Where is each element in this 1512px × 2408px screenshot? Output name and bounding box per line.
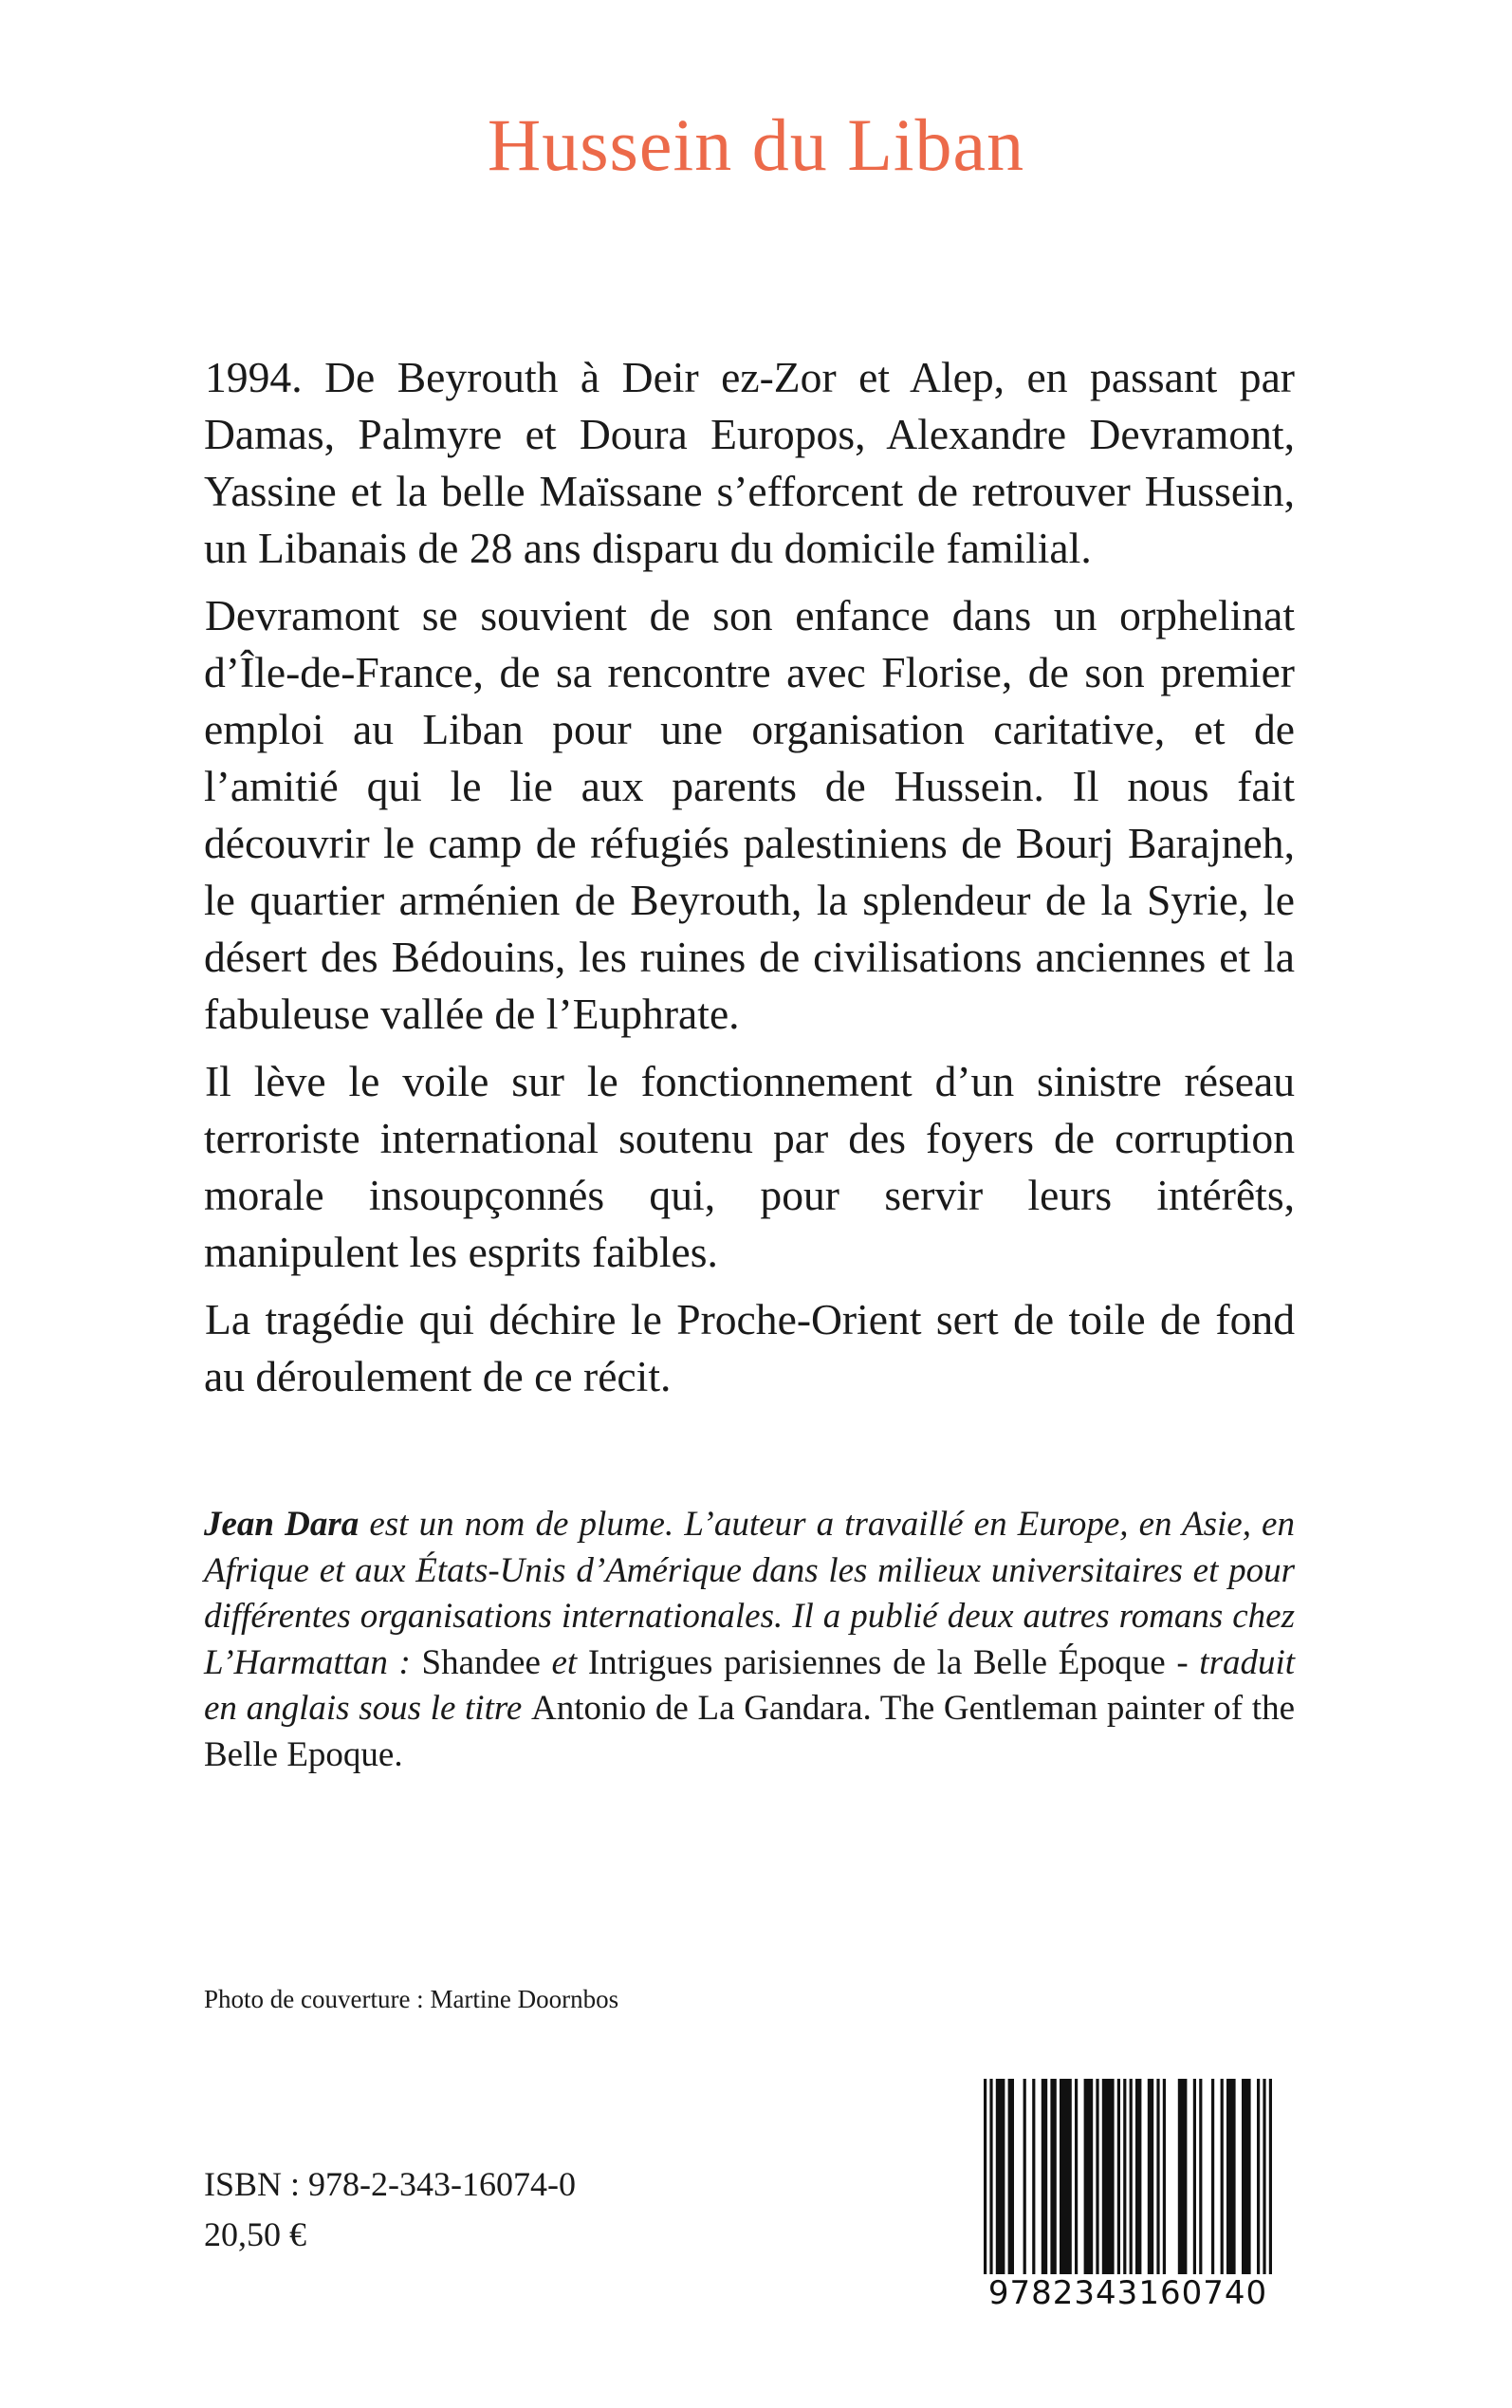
author-bio-text-1: est un nom de plume. L’auteur a travaillé en Europe, en Asie, en Afrique et aux États-Unis d’Amérique dans les milieux universitaires et pour différentes organisations internationales. Il a publié deux autres romans chez L’Harmattan : xyxy=(204,1505,1295,1682)
barcode-bar-24 xyxy=(1221,2079,1224,2274)
barcode-bar-10 xyxy=(1084,2079,1094,2274)
barcode-digits: 9782343160740 xyxy=(987,2274,1268,2312)
barcode-bar-18 xyxy=(1156,2079,1159,2274)
synopsis-paragraph-4: La tragédie qui déchire le Proche-Orient sert de toile de fond au déroulement de ce récit. xyxy=(204,1295,1295,1400)
barcode-bar-22 xyxy=(1199,2079,1202,2274)
barcode-bar-25 xyxy=(1226,2079,1236,2274)
synopsis-paragraph-3: Il lève le voile sur le fonctionnement d’un sinistre réseau terroriste international soutenu par des foyers de corruption morale insoupçonnés qui, pour servir leurs intérêts, manipulent les esprits faibles. xyxy=(204,1057,1295,1276)
barcode-bar-4 xyxy=(1023,2079,1026,2274)
book-title: Hussein du Liban xyxy=(487,103,1025,186)
barcode-bar-3 xyxy=(1008,2079,1014,2274)
barcode-bar-1 xyxy=(989,2079,992,2274)
price: 20,50 € xyxy=(204,2215,306,2253)
barcode-bar-15 xyxy=(1130,2079,1133,2274)
barcode-bar-2 xyxy=(996,2079,1005,2274)
synopsis xyxy=(204,349,1295,1416)
barcode-bar-0 xyxy=(984,2079,986,2274)
author-bio xyxy=(204,1502,1295,1778)
barcode-bar-5 xyxy=(1032,2079,1035,2274)
author-name: Jean Dara xyxy=(204,1505,360,1544)
isbn: ISBN : 978-2-343-16074-0 xyxy=(204,2165,576,2203)
synopsis-paragraph-2: Devramont se souvient de son enfance dans un orphelinat d’Île-de-France, de sa rencontre avec Florise, de son premier emploi au Liban pour une organisation caritative, et de l’amitié qui le lie aux parents de Hussein. Il nous fait découvrir le camp de réfugiés palestiniens de Bourj Barajneh, le quartier arménien de Beyrouth, la splendeur de la Syrie, le désert des Bédouins, les ruines de civilisations anciennes et la fabuleuse vallée de l’Euphrate. xyxy=(204,591,1295,1038)
barcode xyxy=(984,2079,1272,2322)
book-title-intrigues: Intrigues parisiennes de la Belle Époque xyxy=(587,1642,1166,1682)
barcode-bar-17 xyxy=(1148,2079,1153,2274)
barcode-bar-11 xyxy=(1096,2079,1098,2274)
barcode-bar-16 xyxy=(1135,2079,1141,2274)
barcode-bar-12 xyxy=(1102,2079,1115,2274)
barcode-bar-9 xyxy=(1075,2079,1078,2274)
barcode-bar-7 xyxy=(1050,2079,1056,2274)
barcode-bar-23 xyxy=(1211,2079,1214,2274)
synopsis-paragraph-1: 1994. De Beyrouth à Deir ez-Zor et Alep, en passant par Damas, Palmyre et Doura Europos, Alexandre Devramont, Yassine et la belle Maïssane s’efforcent de retrouver Hussein, un Libanais de 28 ans disparu du domicile familial. xyxy=(204,353,1295,572)
photo-credit: Photo de couverture : Martine Doornbos xyxy=(204,1985,619,2013)
barcode-bar-26 xyxy=(1242,2079,1251,2274)
barcode-bar-8 xyxy=(1060,2079,1072,2274)
author-bio-text-3: - traduit en anglais sous le titre xyxy=(204,1642,1296,1728)
barcode-bar-27 xyxy=(1257,2079,1260,2274)
barcode-bar-20 xyxy=(1178,2079,1188,2274)
barcode-bar-13 xyxy=(1117,2079,1120,2274)
barcode-bar-6 xyxy=(1042,2079,1047,2274)
book-title-shandee: Shandee xyxy=(421,1642,541,1682)
barcode-bar-19 xyxy=(1163,2079,1166,2274)
barcode-bar-28 xyxy=(1263,2079,1265,2274)
barcode-bar-21 xyxy=(1193,2079,1196,2274)
barcode-bar-29 xyxy=(1269,2079,1272,2274)
book-title-english: Antonio de La Gandara. The Gentleman painter of the Belle Epoque. xyxy=(204,1689,1295,1774)
author-bio-text-2: et xyxy=(540,1642,588,1682)
barcode-bar-14 xyxy=(1123,2079,1126,2274)
barcode-bars xyxy=(984,2079,1272,2274)
